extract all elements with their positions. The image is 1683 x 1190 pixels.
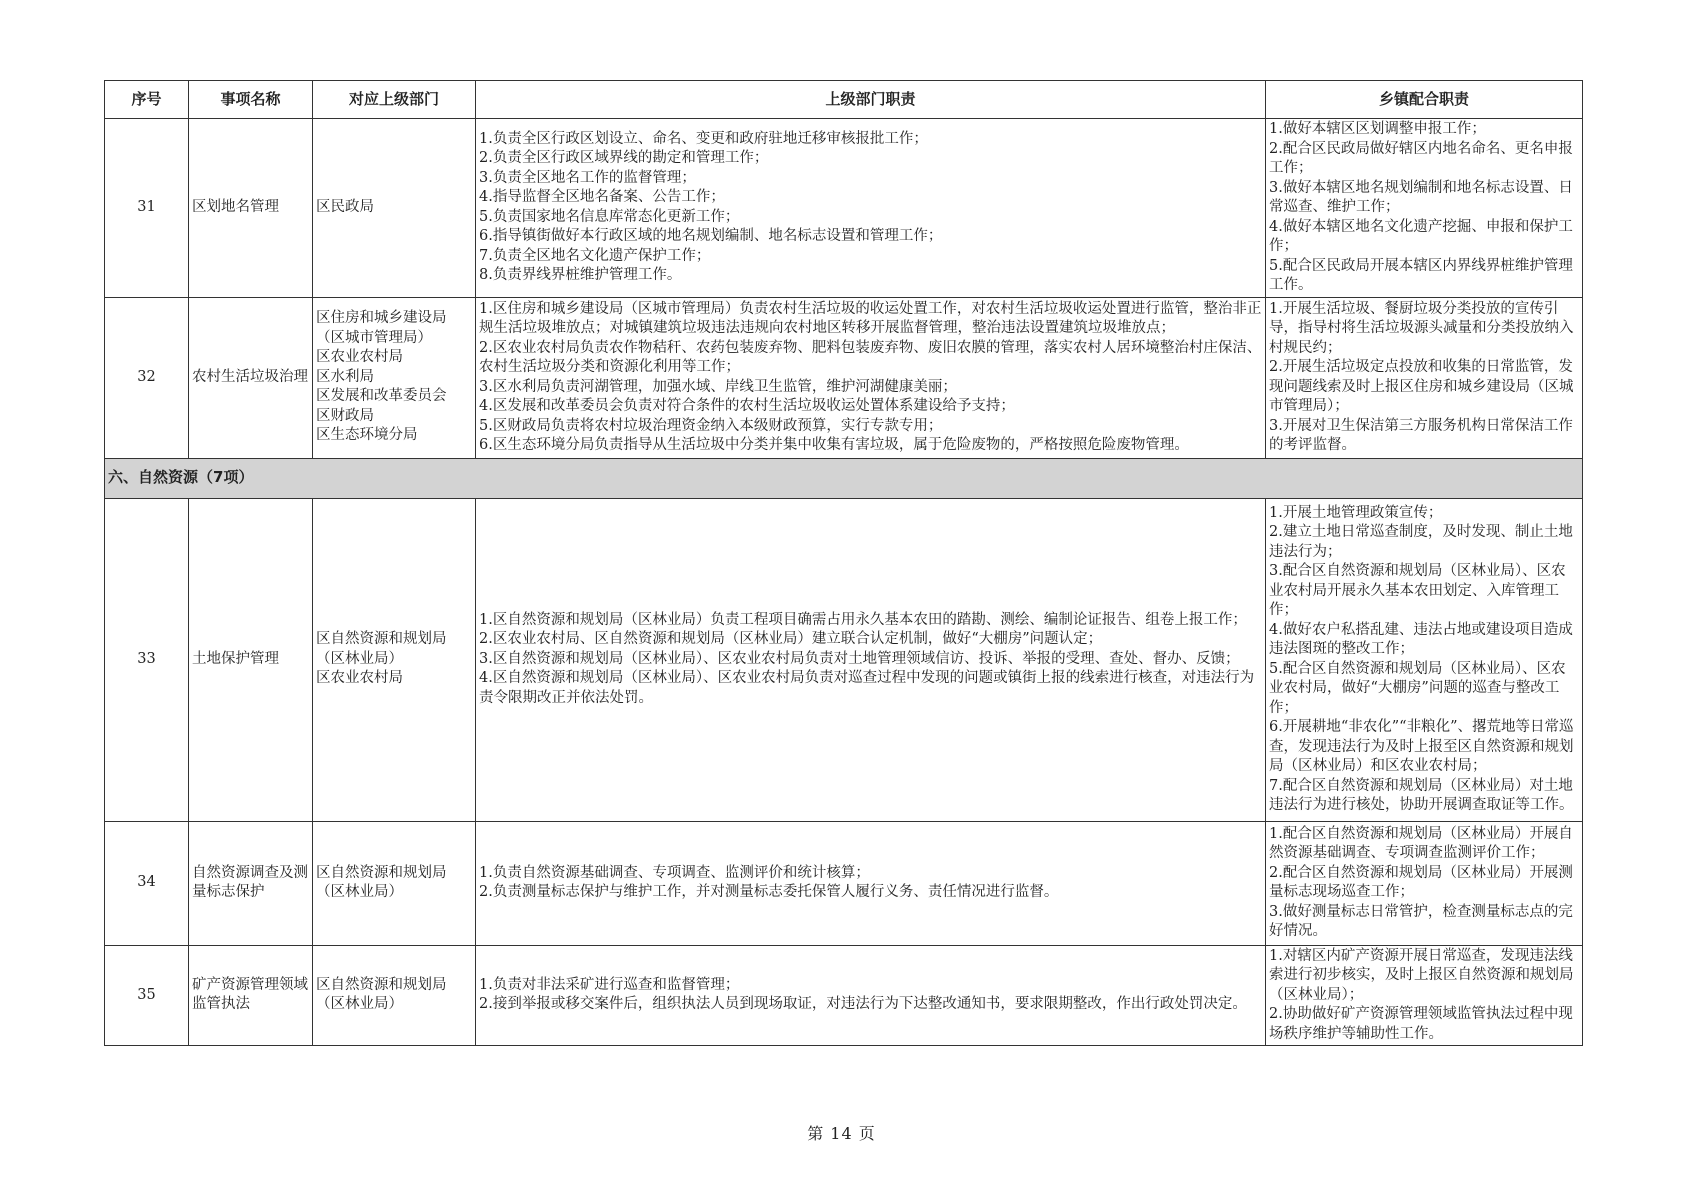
cell-town-duties-line: 1.开展土地管理政策宣传； bbox=[1269, 504, 1443, 521]
section-title: 六、自然资源（7项） bbox=[105, 458, 1583, 498]
cell-duties-line: 2.区农业农村局负责农作物秸秆、农药包装废弃物、肥料包装废弃物、废旧农膜的管理，落实农村人居环境整治村庄保洁、农村生活垃圾分类和资源化利用等工作； bbox=[479, 339, 1262, 375]
cell-duties-line: 3.区水利局负责河湖管理，加强水域、岸线卫生监管，维护河湖健康美丽； bbox=[479, 378, 957, 395]
cell-town-duties-line: 3.做好测量标志日常管护，检查测量标志点的完好情况。 bbox=[1269, 903, 1573, 939]
cell-town-duties bbox=[1266, 297, 1583, 458]
cell-town-duties-line: 2.配合区民政局做好辖区内地名命名、更名申报工作； bbox=[1269, 140, 1573, 176]
cell-dept-line: 区发展和改革委员会 bbox=[316, 388, 447, 405]
cell-town-duties-line: 2.协助做好矿产资源管理领域监管执法过程中现场秩序维护等辅助性工作。 bbox=[1269, 1006, 1573, 1042]
cell-dept-line: 区农业农村局 bbox=[316, 349, 403, 366]
cell-duties-line: 1.区住房和城乡建设局（区城市管理局）负责农村生活垃圾的收运处置工作，对农村生活垃圾收运处置进行监管，整治非正规生活垃圾堆放点；对城镇建筑垃圾违法违规向农村地区转移开展监督管理，整治违法设置建筑垃圾堆放点； bbox=[479, 300, 1262, 336]
table-row bbox=[105, 945, 1583, 1046]
section-body bbox=[105, 458, 1583, 498]
cell-town-duties-line: 4.做好农户私搭乱建、违法占地或建设项目造成违法图斑的整改工作； bbox=[1269, 621, 1573, 657]
cell-duties-line: 5.区财政局负责将农村垃圾治理资金纳入本级财政预算，实行专款专用； bbox=[479, 417, 943, 434]
header-row bbox=[105, 81, 1583, 119]
cell-dept bbox=[313, 297, 476, 458]
cell-duties-line: 1.负责全区行政区划设立、命名、变更和政府驻地迁移审核报批工作； bbox=[479, 130, 928, 147]
cell-duties-line: 4.区自然资源和规划局（区林业局）、区农业农村局负责对巡查过程中发现的问题或镇街上报的线索进行核查，对违法行为责令限期改正并依法处罚。 bbox=[479, 670, 1255, 706]
cell-duties-line: 2.接到举报或移交案件后，组织执法人员到现场取证，对违法行为下达整改通知书，要求限期整改，作出行政处罚决定。 bbox=[479, 996, 1247, 1013]
cell-seq: 31 bbox=[105, 119, 189, 298]
cell-town-duties-line: 2.开展生活垃圾定点投放和收集的日常监管，发现问题线索及时上报区住房和城乡建设局（区城市管理局）； bbox=[1269, 359, 1574, 414]
cell-dept-line: 区自然资源和规划局（区林业局） bbox=[316, 864, 447, 900]
cell-town-duties-line: 1.开展生活垃圾、餐厨垃圾分类投放的宣传引导，指导村将生活垃圾源头减量和分类投放纳入村规民约； bbox=[1269, 300, 1574, 356]
cell-item-name: 矿产资源管理领域监管执法 bbox=[189, 945, 313, 1046]
cell-town-duties-line: 2.建立土地日常巡查制度，及时发现、制止土地违法行为； bbox=[1269, 524, 1573, 560]
cell-duties bbox=[476, 498, 1266, 821]
cell-duties-line: 3.负责全区地名工作的监督管理； bbox=[479, 169, 696, 186]
cell-dept-line: 区自然资源和规划局（区林业局） bbox=[316, 631, 447, 667]
cell-item-name: 自然资源调查及测量标志保护 bbox=[189, 821, 313, 945]
cell-dept-line: 区住房和城乡建设局（区城市管理局） bbox=[316, 310, 447, 346]
cell-duties-line: 4.区发展和改革委员会负责对符合条件的农村生活垃圾收运处置体系建设给予支持； bbox=[479, 398, 1015, 414]
table-row bbox=[105, 119, 1583, 298]
cell-dept-line: 区自然资源和规划局（区林业局） bbox=[316, 976, 447, 1013]
cell-duties-line: 1.负责对非法采矿进行巡查和监督管理； bbox=[479, 976, 740, 993]
cell-dept-line: 区民政局 bbox=[316, 199, 374, 215]
cell-dept bbox=[313, 498, 476, 821]
cell-town-duties bbox=[1266, 498, 1583, 821]
table-body-part1 bbox=[105, 119, 1583, 459]
cell-duties-line: 2.区农业农村局、区自然资源和规划局（区林业局）建立联合认定机制，做好“大棚房”问题认定； bbox=[479, 631, 1103, 648]
cell-town-duties-line: 5.配合区自然资源和规划局（区林业局）、区农业农村局，做好“大棚房”问题的巡查与整改工作； bbox=[1269, 660, 1566, 716]
cell-seq: 35 bbox=[105, 945, 189, 1046]
cell-duties-line: 6.区生态环境分局负责指导从生活垃圾中分类并集中收集有害垃圾，属于危险废物的，严格按照危险废物管理。 bbox=[479, 437, 1189, 453]
cell-seq: 34 bbox=[105, 821, 189, 945]
cell-duties-line: 1.区自然资源和规划局（区林业局）负责工程项目确需占用永久基本农田的踏勘、测绘、编制论证报告、组卷上报工作； bbox=[479, 611, 1247, 628]
col-header-town: 乡镇配合职责 bbox=[1266, 81, 1583, 119]
cell-duties-line: 6.指导镇街做好本行政区域的地名规划编制、地名标志设置和管理工作； bbox=[479, 228, 943, 245]
cell-town-duties bbox=[1266, 821, 1583, 945]
cell-item-name: 土地保护管理 bbox=[189, 498, 313, 821]
section-row bbox=[105, 458, 1583, 498]
col-header-dept: 对应上级部门 bbox=[313, 81, 476, 119]
cell-town-duties-line: 5.配合区民政局开展本辖区内界线界桩维护管理工作。 bbox=[1269, 257, 1573, 293]
cell-dept bbox=[313, 945, 476, 1046]
cell-duties-line: 2.负责测量标志保护与维护工作，并对测量标志委托保管人履行义务、责任情况进行监督。 bbox=[479, 884, 1059, 900]
cell-town-duties-line: 4.做好本辖区地名文化遗产挖掘、申报和保护工作； bbox=[1269, 218, 1573, 254]
cell-dept-line: 区生态环境分局 bbox=[316, 427, 418, 444]
cell-town-duties-line: 6.开展耕地“非农化”“非粮化”、撂荒地等日常巡查，发现违法行为及时上报至区自然资源和规划局（区林业局）和区农业农村局； bbox=[1269, 719, 1574, 774]
cell-town-duties-line: 7.配合区自然资源和规划局（区林业局）对土地违法行为进行核处，协助开展调查取证等工作。 bbox=[1269, 777, 1574, 813]
cell-duties-line: 2.负责全区行政区域界线的勘定和管理工作； bbox=[479, 150, 769, 167]
cell-seq: 32 bbox=[105, 297, 189, 458]
cell-town-duties-line: 1.做好本辖区区划调整申报工作； bbox=[1269, 121, 1486, 137]
cell-item-name: 农村生活垃圾治理 bbox=[189, 297, 313, 458]
cell-town-duties-line: 3.配合区自然资源和规划局（区林业局）、区农业农村局开展永久基本农田划定、入库管理工作； bbox=[1269, 563, 1566, 618]
cell-dept bbox=[313, 119, 476, 298]
cell-duties bbox=[476, 821, 1266, 945]
table-row bbox=[105, 297, 1583, 458]
col-header-seq: 序号 bbox=[105, 81, 189, 119]
cell-dept-line: 区农业农村局 bbox=[316, 670, 403, 687]
cell-dept-line: 区水利局 bbox=[316, 368, 374, 385]
cell-town-duties-line: 3.做好本辖区地名规划编制和地名标志设置、日常巡查、维护工作； bbox=[1269, 179, 1573, 215]
cell-duties-line: 5.负责国家地名信息库常态化更新工作； bbox=[479, 208, 740, 225]
cell-town-duties bbox=[1266, 119, 1583, 298]
cell-dept-line: 区财政局 bbox=[316, 407, 374, 424]
cell-duties bbox=[476, 297, 1266, 458]
cell-item-name: 区划地名管理 bbox=[189, 119, 313, 298]
cell-duties bbox=[476, 945, 1266, 1046]
table-body-part2 bbox=[105, 498, 1583, 1046]
cell-seq: 33 bbox=[105, 498, 189, 821]
cell-town-duties-line: 1.对辖区内矿产资源开展日常巡查，发现违法线索进行初步核实，及时上报区自然资源和规划局（区林业局）； bbox=[1269, 947, 1574, 1003]
page-number: 第 14 页 bbox=[807, 1124, 876, 1143]
cell-town-duties-line: 3.开展对卫生保洁第三方服务机构日常保洁工作的考评监督。 bbox=[1269, 417, 1573, 453]
cell-town-duties-line: 1.配合区自然资源和规划局（区林业局）开展自然资源基础调查、专项调查监测评价工作； bbox=[1269, 825, 1573, 861]
cell-duties bbox=[476, 119, 1266, 298]
duty-table bbox=[104, 80, 1583, 1046]
table-row bbox=[105, 821, 1583, 945]
cell-duties-line: 1.负责自然资源基础调查、专项调查、监测评价和统计核算； bbox=[479, 864, 870, 881]
col-header-duties: 上级部门职责 bbox=[476, 81, 1266, 119]
cell-town-duties-line: 2.配合区自然资源和规划局（区林业局）开展测量标志现场巡查工作； bbox=[1269, 864, 1573, 900]
table-row bbox=[105, 498, 1583, 821]
cell-duties-line: 4.指导监督全区地名备案、公告工作； bbox=[479, 189, 725, 206]
cell-duties-line: 3.区自然资源和规划局（区林业局）、区农业农村局负责对土地管理领域信访、投诉、举报的受理、查处、督办、反馈； bbox=[479, 650, 1240, 667]
col-header-name: 事项名称 bbox=[189, 81, 313, 119]
cell-town-duties bbox=[1266, 945, 1583, 1046]
cell-duties-line: 8.负责界线界桩维护管理工作。 bbox=[479, 267, 682, 284]
cell-duties-line: 7.负责全区地名文化遗产保护工作； bbox=[479, 247, 711, 264]
cell-dept bbox=[313, 821, 476, 945]
